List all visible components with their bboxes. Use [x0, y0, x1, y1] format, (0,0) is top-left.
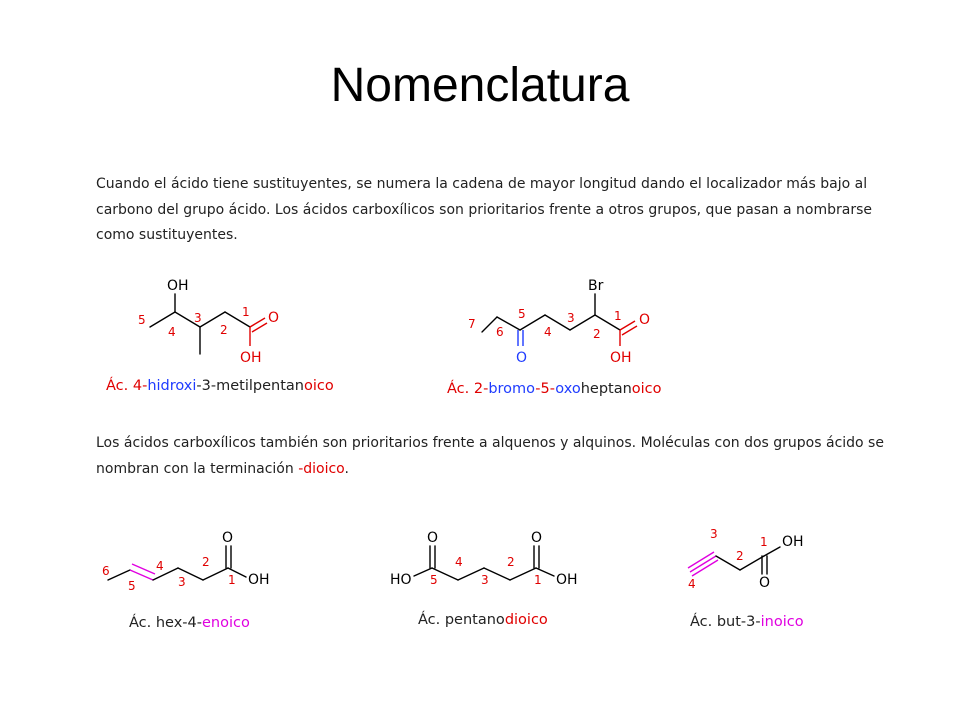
atom-o-carbonyl: O	[222, 530, 234, 546]
locant-2: 2	[736, 549, 744, 563]
atom-br: Br	[588, 278, 604, 294]
slide-title: Nomenclatura	[330, 59, 630, 112]
locant-4: 4	[156, 559, 164, 573]
locant-5: 5	[128, 579, 136, 593]
locant-6: 6	[496, 325, 504, 339]
locant-2: 2	[593, 327, 601, 341]
locant-3: 3	[710, 527, 718, 541]
locant-3: 3	[194, 311, 202, 325]
paragraph-substituents: Cuando el ácido tiene sustituyentes, se numera la cadena de mayor longitud dando el localizador más bajo al carbono del grupo ácido. Los ácidos carboxílicos son prioritarios frente a otros grupos, que pasan a nombrarse como sustituyentes.	[96, 176, 872, 243]
locant-3: 3	[481, 573, 489, 587]
locant-2: 2	[507, 555, 515, 569]
locant-2: 2	[220, 323, 228, 337]
locant-1: 1	[242, 305, 250, 319]
structure-pentanodioico	[390, 528, 590, 598]
locant-4: 4	[544, 325, 552, 339]
locant-1: 1	[760, 535, 768, 549]
atom-oh: OH	[556, 572, 578, 588]
caption-molecule-2: Ác. 2-bromo-5-oxoheptanoico	[447, 381, 662, 397]
locant-1: 1	[228, 573, 236, 587]
atom-oh-acid: OH	[782, 534, 804, 550]
atom-o-keto: O	[516, 350, 528, 366]
atom-oh-hydroxy: OH	[167, 278, 189, 294]
locant-5: 5	[138, 313, 146, 327]
locant-5: 5	[430, 573, 438, 587]
caption-molecule-3: Ác. hex-4-enoico	[129, 615, 250, 631]
structure-but-3-inoico	[680, 524, 840, 594]
locant-7: 7	[468, 317, 476, 331]
locant-3: 3	[567, 311, 575, 325]
locant-4: 4	[688, 577, 696, 591]
caption-molecule-1: Ác. 4-hidroxi-3-metilpentanoico	[106, 378, 334, 394]
atom-oh-acid: OH	[240, 350, 262, 366]
atom-ho: HO	[390, 572, 412, 588]
atom-o-left: O	[427, 530, 439, 546]
atom-o-carbonyl: O	[759, 575, 771, 591]
locant-3: 3	[178, 575, 186, 589]
locant-4: 4	[168, 325, 176, 339]
structure-hex-4-enoico	[100, 528, 290, 598]
locant-5: 5	[518, 307, 526, 321]
atom-oh-acid: OH	[610, 350, 632, 366]
paragraph-dioico: Los ácidos carboxílicos también son prioritarios frente a alquenos y alquinos. Moléculas con dos grupos ácido se nombran con la terminación -dioico.	[96, 435, 884, 477]
locant-1: 1	[534, 573, 542, 587]
atom-o-right: O	[531, 530, 543, 546]
caption-molecule-4: Ác. pentanodioico	[418, 612, 548, 628]
caption-molecule-5: Ác. but-3-inoico	[690, 614, 804, 630]
atom-o-carbonyl: O	[639, 312, 651, 328]
atom-oh-acid: OH	[248, 572, 270, 588]
atom-o-carbonyl: O	[268, 310, 280, 326]
locant-4: 4	[455, 555, 463, 569]
structure-2-bromo-5-oxoheptanoico	[462, 272, 662, 372]
locant-2: 2	[202, 555, 210, 569]
structure-4-hidroxi-3-metilpentanoico	[130, 272, 300, 372]
locant-6: 6	[102, 564, 110, 578]
locant-1: 1	[614, 309, 622, 323]
